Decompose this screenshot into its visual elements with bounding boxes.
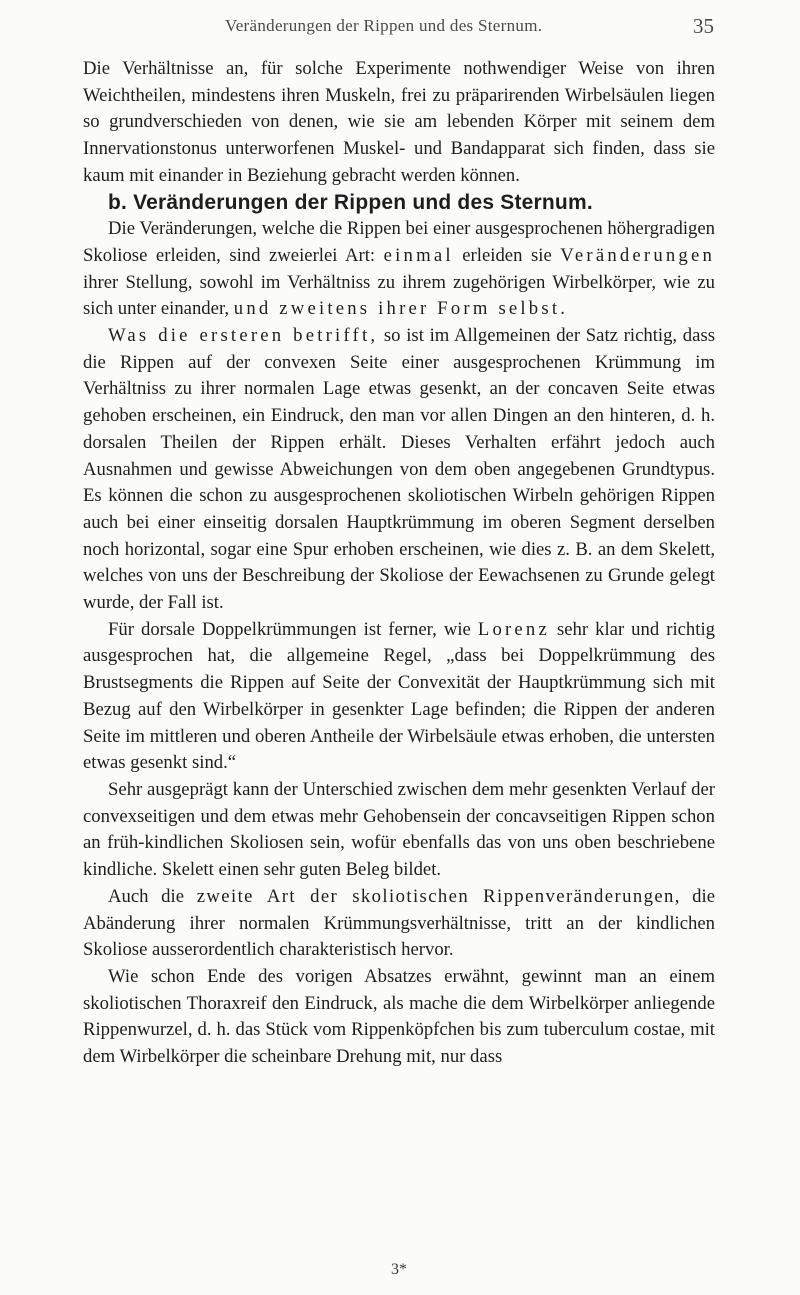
paragraph: Wie schon Ende des vorigen Absatzes erwähnt, gewinnt man an einem skoliotischen Thoraxreif den Eindruck, als mache die dem Wirbelkörper anliegende Rippenwurzel, d. h. das Stück vom Rippenköpfchen bis zum tuberculum costae, mit dem Wirbelkörper die scheinbare Drehung mit, nur dass: [83, 965, 715, 1068]
text-run: Auch die: [108, 885, 197, 907]
running-title: Veränderungen der Rippen und des Sternum.: [225, 16, 543, 35]
paragraph: [83, 323, 715, 617]
signature-mark: 3*: [391, 1261, 407, 1278]
emphasis-text: Veränderungen: [560, 244, 716, 266]
paragraph: Sehr ausgeprägt kann der Unterschied zwischen dem mehr gesenkten Verlauf der convexseitigen und dem etwas mehr Gehobensein der concavseitigen Rippen schon an früh-kindlichen Skoliosen sein, wofür ebenfalls das von uns oben beschriebene kindliche. Skelett einen sehr guten Beleg bildet.: [83, 778, 715, 881]
section-heading: b. Veränderungen der Rippen und des Sternum.: [108, 190, 593, 214]
text-run: , die Abänderung ihrer normalen Krümmungsverhältnisse, tritt an der kindlichen Skoliose ausserordentlich charakteristisch hervor.: [83, 885, 715, 961]
emphasis-text: zweite Art der skoliotischen Rippenveränderungen: [196, 885, 675, 907]
author-name: Lorenz: [477, 618, 550, 640]
text-run: ihrer Stellung, sowohl im Verhältniss zu ihrem zugehörigen Wirbelkörper, wie zu sich unter einander,: [83, 271, 715, 320]
body-text: [83, 56, 715, 1071]
emphasis-text: Was die ersteren betrifft,: [108, 325, 379, 347]
text-run: Für dorsale Doppelkrümmungen ist ferner, wie: [108, 618, 478, 640]
emphasis-text: und zweitens ihrer Form selbst.: [233, 298, 569, 320]
paragraph: [83, 884, 715, 964]
paragraph-continuation: Die Verhältnisse an, für solche Experimente nothwendiger Weise von ihren Weichtheilen, mindestens ihren Muskeln, frei zu präparirenden Wirbelsäulen liegen so grundverschieden von denen, wie sie am lebenden Körper mit seinem dem Innervationstonus unterworfenen Muskel- und Bandapparat sich finden, dass sie kaum mit einander in Beziehung gebracht werden können.: [83, 58, 715, 186]
text-run: Die Veränderungen, welche die Rippen bei einer ausgesprochenen höhergradigen Skoliose erleiden, sind zweierlei Art:: [83, 218, 715, 266]
page-number: 35: [693, 14, 714, 38]
emphasis-text: einmal: [383, 244, 454, 266]
text-run: sehr klar und richtig ausgesprochen hat, die allgemeine Regel, „dass bei Doppelkrümmung des Brustsegments die Rippen auf Seite der Convexität der Hauptkrümmung sich mit Bezug auf den Wirbelkörper in gesenkter Lage befinden; die Rippen der anderen Seite im mittleren und oberen Antheile der Wirbelsäule etwas erhoben, die untersten etwas gesenkt sind.“: [83, 618, 715, 774]
text-run: so ist im Allgemeinen der Satz richtig, dass die Rippen auf der convexen Seite einer ausgesprochenen Krümmung im Verhältniss zu ihrer normalen Lage etwas gesenkt, an der concaven Seite etwas gehoben erscheinen, ein Eindruck, den man vor allen Dingen an den hinteren, d. h. dorsalen Theilen der Rippen erhält. Dieses Verhalten erfährt jedoch auch Ausnahmen und gewisse Abweichungen von dem oben angegebenen Grundtypus. Es können die schon zu ausgesprochenen skoliotischen Wirbeln gehörigen Rippen auch bei einer einseitig dorsalen Hauptkrümmung im oberen Segment derselben noch horizontal, sogar eine Spur erhoben erscheinen, wie dies z. B. an dem Skelett, welches von uns der Beschreibung der Skoliose der Eewachsenen zu Grunde gelegt wurde, der Fall ist.: [83, 325, 715, 614]
paragraph: [83, 617, 715, 777]
text-run: erleiden sie: [453, 244, 561, 266]
paragraph: [83, 216, 715, 323]
